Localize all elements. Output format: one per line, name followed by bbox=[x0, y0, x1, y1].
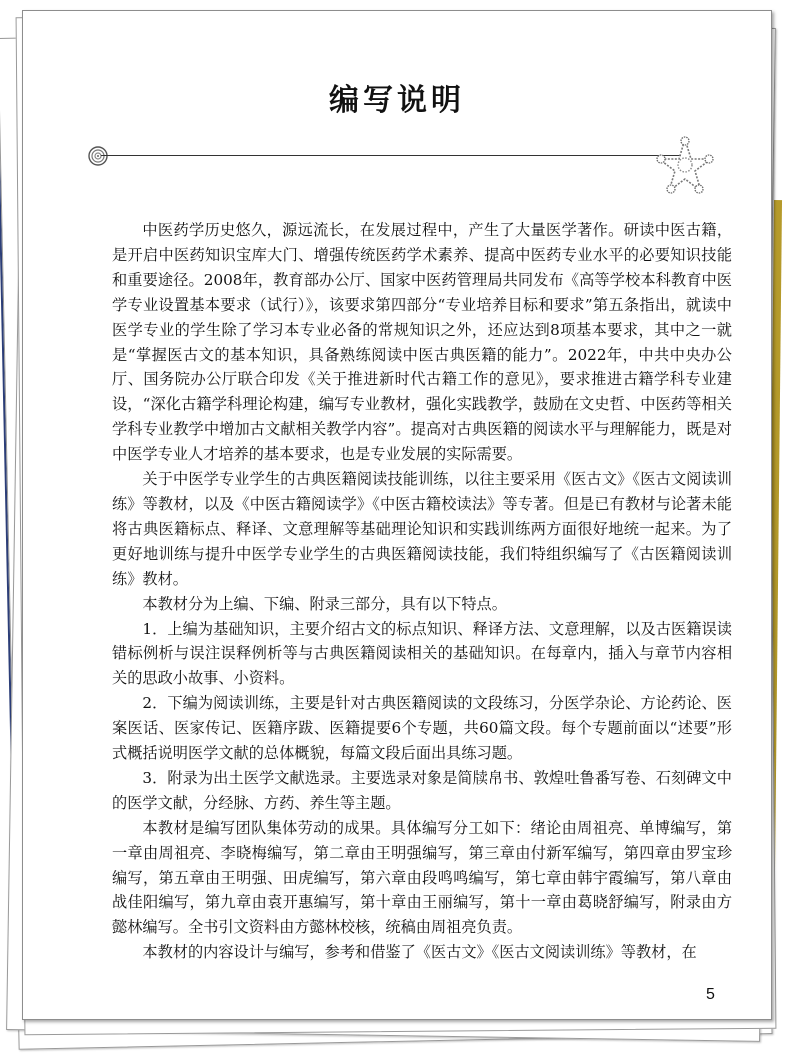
paragraph: 本教材是编写团队集体劳动的成果。具体编写分工如下：绪论由周祖亮、单博编写，第一章由周祖亮、李晓梅编写，第二章由王明强编写，第三章由付新军编写，第四章由罗宝珍编写，第五章由王明强、田虎编写，第六章由段鸣鸣编写，第七章由韩宇霞编写，第八章由战佳阳编写，第九章由袁开惠编写，第十章由王丽编写，第十一章由葛晓舒编写，附录由方懿林编写。全书引文资料由方懿林校核，统稿由周祖亮负责。 bbox=[112, 818, 732, 937]
title-divider bbox=[87, 133, 717, 193]
paragraph: 本教材分为上编、下编、附录三部分，具有以下特点。 bbox=[142, 594, 507, 613]
paragraph: 本教材的内容设计与编写，参考和借鉴了《医古文》《医古文阅读训练》等教材，在 bbox=[142, 943, 697, 962]
page-title: 编写说明 bbox=[329, 83, 465, 118]
body-text bbox=[112, 218, 732, 965]
paragraph: 3．附录为出土医学文献选录。主要选录对象是简牍帛书、敦煌吐鲁番写卷、石刻碑文中的医学文献，分经脉、方药、养生等主题。 bbox=[112, 768, 732, 812]
star-knot-ornament-icon bbox=[653, 133, 717, 197]
paragraph: 关于中医学专业学生的古典医籍阅读技能训练，以往主要采用《医古文》《医古文阅读训练》等教材，以及《中医古籍阅读学》《中医古籍校读法》等专著。但是已有教材与论著未能将古典医籍标点、释译、文意理解等基础理论知识和实践训练两方面很好地统一起来。为了更好地训练与提升中医学专业学生的古典医籍阅读技能，我们特组织编写了《古医籍阅读训练》教材。 bbox=[112, 470, 732, 588]
paragraph: 2．下编为阅读训练，主要是针对古典医籍阅读的文段练习，分医学杂论、方论药论、医案医话、医家传记、医籍序跋、医籍提要6个专题，共60篇文段。每个专题前面以“述要”形式概括说明医学文献的总体概貌，每篇文段后面出具练习题。 bbox=[112, 694, 732, 763]
page-number: 5 bbox=[706, 986, 715, 1003]
paragraph: 中医药学历史悠久，源远流长，在发展过程中，产生了大量医学著作。研读中医古籍，是开启中医药知识宝库大门、增强传统医药学术素养、提高中医药专业水平的必要知识技能和重要途径。2008年，教育部办公厅、国家中医药管理局共同发布《高等学校本科教育中医学专业设置基本要求（试行）》，该要求第四部分“专业培养目标和要求”第五条指出，就读中医学专业的学生除了学习本专业必备的常规知识之外，还应达到8项基本要求，其中之一就是“掌握医古文的基本知识，具备熟练阅读中医古典医籍的能力”。2022年，中共中央办公厅、国务院办公厅联合印发《关于推进新时代古籍工作的意见》，要求推进古籍学科专业建设，“深化古籍学科理论构建，编写专业教材，强化实践教学，鼓励在文史哲、中医药等相关学科专业教学中增加古文献相关教学内容”。提高对古典医籍的阅读水平与理解能力，既是对中医学专业人才培养的基本要求，也是专业发展的实际需要。 bbox=[112, 221, 732, 464]
divider-line bbox=[101, 155, 681, 156]
document-page bbox=[22, 10, 772, 1020]
paragraph: 1．上编为基础知识，主要介绍古文的标点知识、释译方法、文意理解，以及古医籍误读错标例析与误注误释例析等与古典医籍阅读相关的基础知识。在每章内，插入与章节内容相关的思政小故事、小资料。 bbox=[112, 619, 732, 688]
